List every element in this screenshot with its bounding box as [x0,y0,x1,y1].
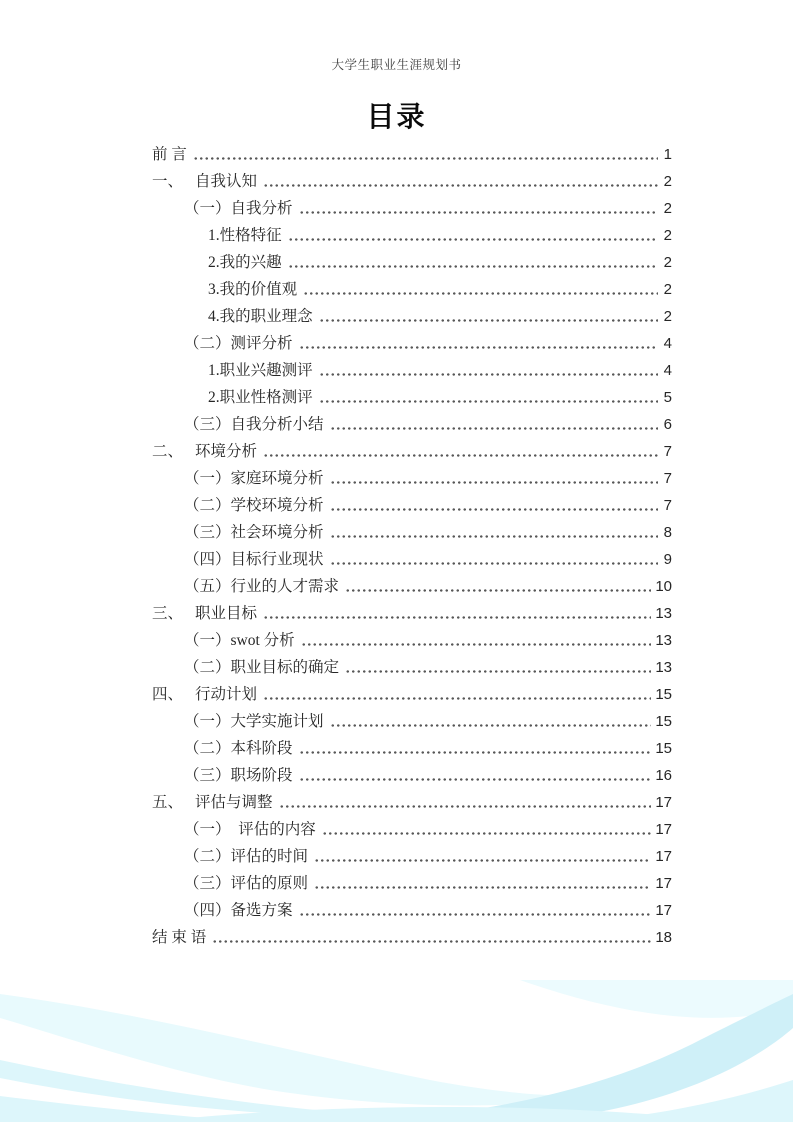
toc-entry-page: 9 [663,551,672,568]
toc-entry[interactable] [152,519,672,546]
toc-entry-page: 2 [663,308,672,325]
toc-entry-label: （二）本科阶段 [184,740,293,757]
dot-leader [299,897,652,924]
toc-entry-label: 2.我的兴趣 [208,254,282,271]
toc-entry-label: （三）社会环境分析 [184,524,324,541]
toc-entry[interactable] [152,546,672,573]
toc-entry-page: 2 [663,173,672,190]
toc-entry-page: 4 [663,335,672,352]
toc-entry[interactable] [152,438,672,465]
toc-entry-page: 17 [655,902,672,919]
toc-entry-label: 评估与调整 [195,794,273,811]
dot-leader [330,465,658,492]
toc-entry[interactable] [152,789,672,816]
toc-entry-label: （二）测评分析 [184,335,293,352]
toc-entry-label: （三）职场阶段 [184,767,293,784]
toc-entry-label: 自我认知 [195,173,258,190]
document-header: 大学生职业生涯规划书 [331,58,462,72]
toc-entry-page: 6 [663,416,672,433]
dot-leader [301,627,652,654]
toc-entry-number: 五、 [152,794,184,811]
toc-entry-page: 7 [663,497,672,514]
toc-entry[interactable] [152,654,672,681]
dot-leader [212,924,651,951]
dot-leader [263,600,651,627]
toc-entry-label: （五）行业的人才需求 [184,578,340,595]
toc-entry-label: （二）学校环境分析 [184,497,324,514]
dot-leader [288,249,658,276]
dot-leader [288,222,658,249]
toc-entry-label: 结 束 语 [152,929,207,946]
toc-entry-page: 10 [655,578,672,595]
toc-entry[interactable] [152,195,672,222]
dot-leader [303,276,658,303]
toc-entry-label: （三）自我分析小结 [184,416,324,433]
toc-entry-page: 1 [663,146,672,163]
toc-entry[interactable] [152,465,672,492]
toc-entry[interactable] [152,249,672,276]
toc-entry[interactable] [152,492,672,519]
toc-entry[interactable] [152,168,672,195]
toc-entry-label: （一）家庭环境分析 [184,470,324,487]
toc-entry[interactable] [152,573,672,600]
toc-entry-number: 二、 [152,443,184,460]
toc-entry-page: 2 [663,200,672,217]
toc-entry-page: 8 [663,524,672,541]
toc-entry-label: 2.职业性格测评 [208,389,313,406]
dot-leader [299,735,652,762]
toc-entry-page: 7 [663,470,672,487]
toc-entry[interactable] [152,600,672,627]
toc-entry-page: 15 [655,686,672,703]
toc-entry[interactable] [152,924,672,951]
toc-entry-page: 2 [663,227,672,244]
toc-entry-page: 5 [663,389,672,406]
toc-entry-page: 2 [663,254,672,271]
dot-leader [319,357,658,384]
toc-entry-number: 四、 [152,686,184,703]
toc-entry-label: 行动计划 [195,686,258,703]
toc-entry[interactable] [152,357,672,384]
dot-leader [263,681,651,708]
toc-entry[interactable] [152,762,672,789]
toc-entry-label: （一）大学实施计划 [184,713,324,730]
wave-decoration [0,980,793,1122]
dot-leader [330,492,658,519]
toc-entry-label: （一）自我分析 [184,200,293,217]
dot-leader [345,573,651,600]
toc-entry-label: （二）评估的时间 [184,848,309,865]
toc-entry-label: （二）职业目标的确定 [184,659,340,676]
toc-entry-label: （三）评估的原则 [184,875,309,892]
toc-entry-number: 三、 [152,605,184,622]
toc-entry-page: 17 [655,821,672,838]
toc-entry-label: 职业目标 [195,605,258,622]
toc-entry-label: （一）swot 分析 [184,632,295,649]
dot-leader [263,438,658,465]
toc-entry-page: 7 [663,443,672,460]
toc-entry-label: 1.职业兴趣测评 [208,362,313,379]
toc-entry[interactable] [152,681,672,708]
toc-entry-page: 13 [655,659,672,676]
toc-list [152,141,672,951]
dot-leader [330,708,652,735]
dot-leader [319,384,658,411]
dot-leader [319,303,658,330]
toc-entry-label: 环境分析 [195,443,258,460]
dot-leader [299,195,658,222]
dot-leader [299,762,652,789]
toc-entry-page: 15 [655,740,672,757]
toc-entry-page: 2 [663,281,672,298]
toc-entry[interactable] [152,627,672,654]
toc-entry-label: 前 言 [152,146,187,163]
toc-entry-page: 13 [655,605,672,622]
toc-entry[interactable] [152,735,672,762]
dot-leader [314,843,651,870]
toc-entry-page: 16 [655,767,672,784]
toc-entry[interactable] [152,708,672,735]
page-title: 目录 [366,101,427,132]
toc-entry[interactable] [152,384,672,411]
dot-leader [345,654,651,681]
wave-graphic [0,980,793,1122]
toc-entry-page: 13 [655,632,672,649]
dot-leader [263,168,658,195]
toc-entry[interactable] [152,330,672,357]
dot-leader [330,411,658,438]
toc-entry-label: （四）备选方案 [184,902,293,919]
dot-leader [279,789,652,816]
dot-leader [330,546,658,573]
toc-entry-label: 4.我的职业理念 [208,308,313,325]
dot-leader [314,870,651,897]
toc-entry-label: 3.我的价值观 [208,281,298,298]
toc-entry-page: 17 [655,875,672,892]
toc-entry-number: 一、 [152,173,184,190]
toc-entry[interactable] [152,870,672,897]
dot-leader [330,519,658,546]
toc-entry[interactable] [152,897,672,924]
dot-leader [322,816,652,843]
dot-leader [193,141,658,168]
toc-entry[interactable] [152,843,672,870]
dot-leader [299,330,658,357]
toc-entry-page: 4 [663,362,672,379]
toc-entry[interactable] [152,141,672,168]
toc-entry[interactable] [152,303,672,330]
toc-entry-page: 17 [655,848,672,865]
toc-entry-label: 1.性格特征 [208,227,282,244]
wave-top-right [520,980,793,1018]
toc-entry-label: （一） 评估的内容 [184,821,316,838]
toc-entry-page: 17 [655,794,672,811]
toc-entry[interactable] [152,276,672,303]
toc-entry-label: （四）目标行业现状 [184,551,324,568]
toc-entry[interactable] [152,411,672,438]
toc-entry-page: 15 [655,713,672,730]
toc-entry[interactable] [152,816,672,843]
toc-entry-page: 18 [655,929,672,946]
toc-entry[interactable] [152,222,672,249]
